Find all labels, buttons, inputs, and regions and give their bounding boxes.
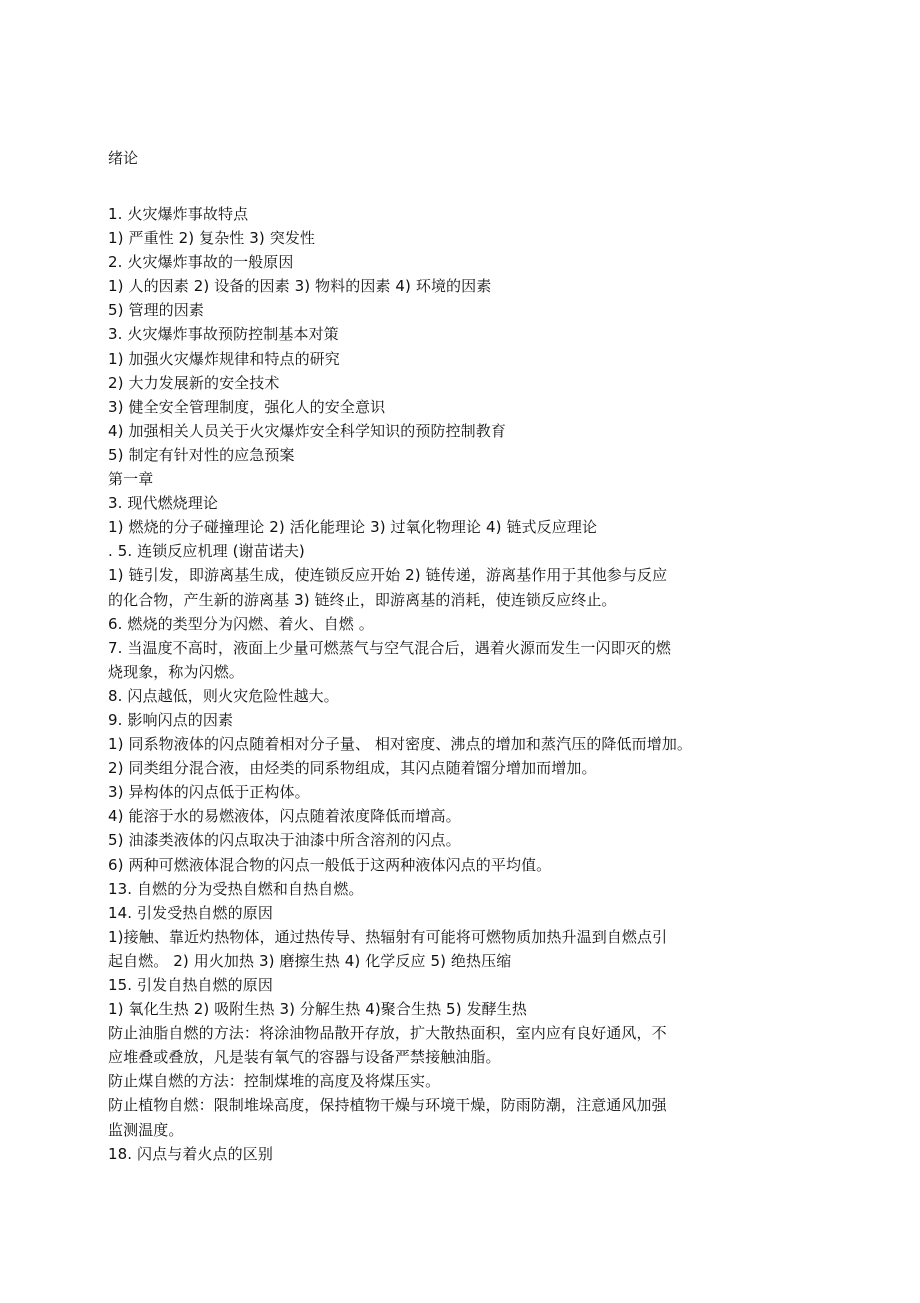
text-line: 6. 燃烧的类型分为闪燃、着火、自燃 。 [108,614,374,633]
text-line: 3) 异构体的闪点低于正构体。 [108,783,310,802]
text-line: 1) 人的因素 2) 设备的因素 3) 物料的因素 4) 环境的因素 [108,277,492,296]
text-line: 7. 当温度不高时，液面上少量可燃蒸气与空气混合后，遇着火源而发生一闪即灭的燃 [108,638,671,657]
text-line: . 5. 连锁反应机理 (谢苗诺夫) [108,542,305,561]
text-line: 5) 制定有针对性的应急预案 [108,445,295,464]
text-line: 15. 引发自热自燃的原因 [108,976,273,994]
text-line: 1) 同系物液体的闪点随着相对分子量、 相对密度、沸点的增加和蒸汽压的降低而增加。 [108,735,693,754]
text-line: 1) 严重性 2) 复杂性 3) 突发性 [108,229,316,248]
text-line: 起自燃。 2) 用火加热 3) 磨擦生热 4) 化学反应 5) 绝热压缩 [108,951,512,970]
text-line: 的化合物，产生新的游离基 3) 链终止，即游离基的消耗，使连锁反应终止。 [108,590,617,609]
text-line: 3. 火灾爆炸事故预防控制基本对策 [108,325,339,344]
text-line: 13. 自燃的分为受热自燃和自热自燃。 [108,879,364,898]
text-line: 4) 能溶于水的易燃液体，闪点随着浓度降低而增高。 [108,807,461,826]
document-body [108,202,808,1166]
text-line: 1)接触、靠近灼热物体，通过热传导、热辐射有可能将可燃物质加热升温到自燃点引 [108,927,668,946]
text-line: 1. 火灾爆炸事故特点 [108,205,249,223]
text-line: 6) 两种可燃液体混合物的闪点一般低于这两种液体闪点的平均值。 [108,855,552,874]
text-line: 3) 健全安全管理制度，强化人的安全意识 [108,397,386,416]
text-line: 5) 油漆类液体的闪点取决于油漆中所含溶剂的闪点。 [108,831,461,850]
text-line: 5) 管理的因素 [108,301,204,320]
text-line: 监测温度。 [108,1120,184,1139]
document-title: 绪论 [108,149,139,167]
text-line: 4) 加强相关人员关于火灾爆炸安全科学知识的预防控制教育 [108,421,506,440]
text-line: 1) 氧化生热 2) 吸附生热 3) 分解生热 4)聚合生热 5) 发酵生热 [108,1000,527,1019]
text-line: 防止油脂自燃的方法：将涂油物品散开存放，扩大散热面积，室内应有良好通风，不 [108,1024,667,1043]
text-line: 1) 链引发，即游离基生成，使连锁反应开始 2) 链传递，游离基作用于其他参与反应 [108,566,668,585]
text-line: 防止植物自燃：限制堆垛高度，保持植物干燥与环境干燥，防雨防潮，注意通风加强 [108,1096,667,1115]
text-line: 8. 闪点越低，则火灾危险性越大。 [108,686,339,705]
text-line: 1) 燃烧的分子碰撞理论 2) 活化能理论 3) 过氧化物理论 4) 链式反应理论 [108,518,598,537]
text-line: 18. 闪点与着火点的区别 [108,1144,273,1163]
text-line: 1) 加强火灾爆炸规律和特点的研究 [108,349,340,368]
text-line: 3. 现代燃烧理论 [108,494,218,513]
text-line: 2) 同类组分混合液，由烃类的同系物组成，其闪点随着馏分增加而增加。 [108,759,597,778]
chapter-heading: 第一章 [108,470,154,489]
text-line: 2. 火灾爆炸事故的一般原因 [108,253,294,272]
text-line: 2) 大力发展新的安全技术 [108,373,280,392]
text-line: 14. 引发受热自燃的原因 [108,903,273,922]
text-line: 防止煤自燃的方法：控制煤堆的高度及将煤压实。 [108,1072,441,1091]
text-line: 烧现象，称为闪燃。 [108,662,244,681]
text-line: 9. 影响闪点的因素 [108,710,234,729]
text-line: 应堆叠或叠放，凡是装有氧气的容器与设备严禁接触油脂。 [108,1048,501,1067]
